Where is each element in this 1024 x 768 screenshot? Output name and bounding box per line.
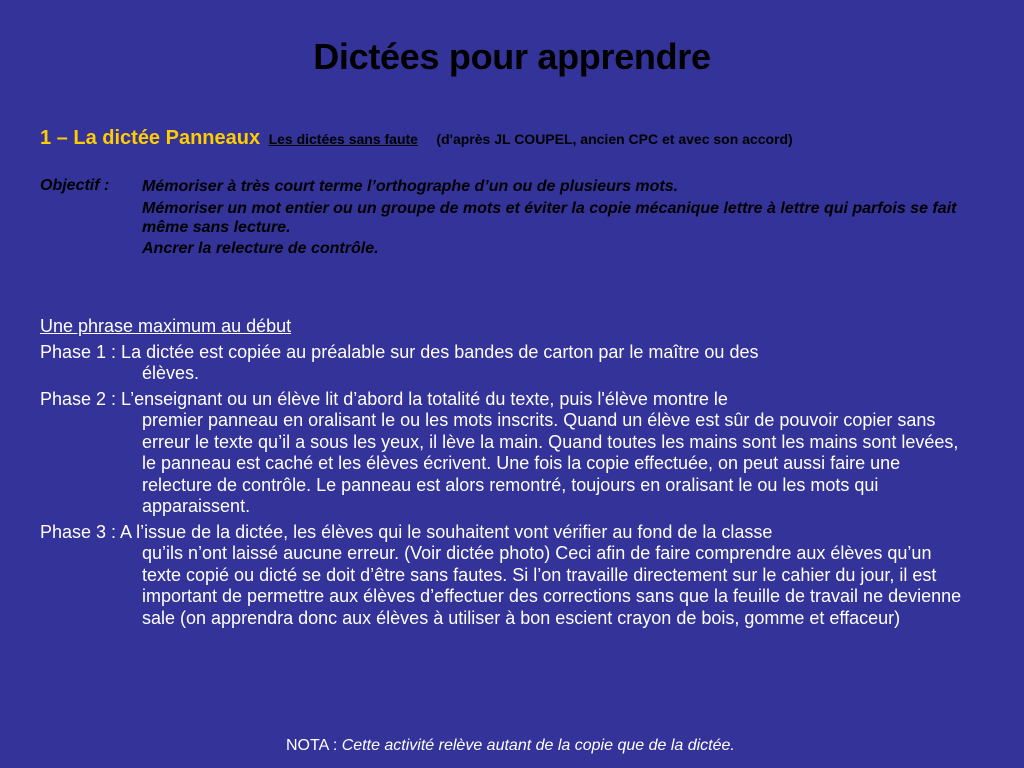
phase-first-line: Phase 3 : A l’issue de la dictée, les élèves qui le souhaitent vont vérifier au fond de la classe bbox=[40, 521, 773, 542]
nota-text: Cette activité relève autant de la copie que de la dictée. bbox=[341, 737, 735, 754]
nota-label: NOTA : bbox=[286, 737, 338, 754]
phase-continuation: élèves. bbox=[142, 363, 200, 383]
objectif-block bbox=[40, 177, 980, 261]
phase-paragraph bbox=[40, 522, 975, 630]
source-link[interactable]: Les dictées sans faute bbox=[268, 131, 418, 147]
objectif-line: Ancrer la relecture de contrôle. bbox=[142, 240, 379, 257]
section-heading-title: 1 – La dictée Panneaux bbox=[40, 127, 261, 149]
slide-title: Dictées pour apprendre bbox=[313, 36, 711, 77]
nota-note bbox=[286, 737, 735, 755]
phase-first-line: Phase 1 : La dictée est copiée au préalable sur des bandes de carton par le maître ou des bbox=[40, 341, 759, 362]
section-heading bbox=[40, 127, 793, 150]
source-credit: (d'après JL COUPEL, ancien CPC et avec son accord) bbox=[436, 131, 793, 147]
objectif-line: Mémoriser un mot entier ou un groupe de mots et éviter la copie mécanique lettre à lettre qui parfois se fait même sans lecture. bbox=[142, 200, 957, 236]
phases-subtitle: Une phrase maximum au début bbox=[40, 316, 292, 336]
phase-continuation: premier panneau en oralisant le ou les mots inscrits. Quand un élève est sûr de pouvoir copier sans erreur le texte qu’il a sous les yeux, il lève la main. Quand toutes les mains sont les mains sont levées, le panneau est caché et les élèves écrivent. Une fois la copie effectuée, on peut aussi faire une relecture de contrôle. Le panneau est alors remontré, toujours en oralisant le ou les mots qui apparaissent. bbox=[142, 410, 959, 516]
phase-paragraph bbox=[40, 389, 975, 518]
phase-first-line: Phase 2 : L’enseignant ou un élève lit d’abord la totalité du texte, puis l'élève montre le bbox=[40, 388, 728, 409]
phases-block bbox=[40, 316, 975, 633]
phase-continuation: qu’ils n’ont laissé aucune erreur. (Voir dictée photo) Ceci afin de faire comprendre aux élèves qu’un texte copié ou dicté se doit d’être sans fautes. Si l’on travaille directement sur le cahier du jour, il est important de permettre aux élèves d’effectuer des corrections sans que la feuille de travail ne devienne sale (on apprendra donc aux élèves à utiliser à bon escient crayon de bois, gomme et effaceur) bbox=[142, 543, 962, 628]
objectif-line: Mémoriser à très court terme l’orthographe d’un ou de plusieurs mots. bbox=[142, 178, 679, 195]
objectif-label: Objectif : bbox=[40, 177, 110, 194]
phase-paragraph bbox=[40, 342, 975, 385]
